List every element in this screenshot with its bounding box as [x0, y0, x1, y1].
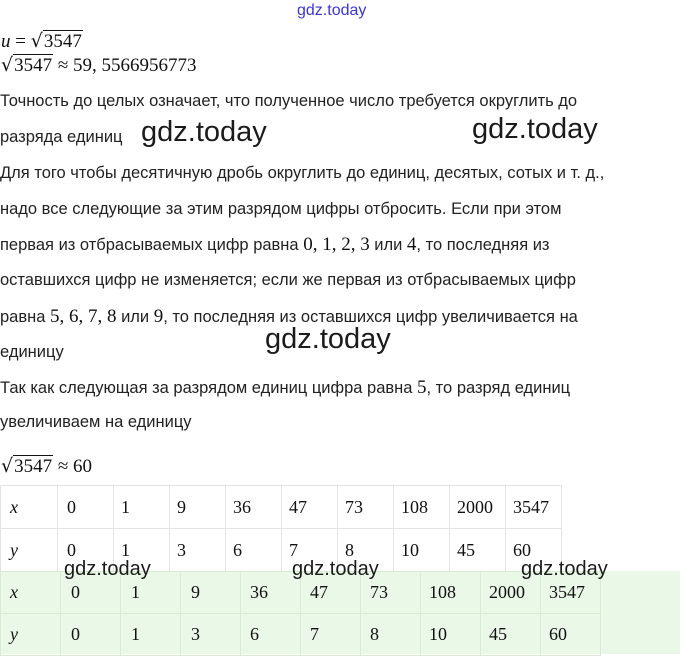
paragraph-2-line-3	[0, 234, 550, 256]
watermark: gdz.today	[472, 113, 598, 145]
watermark: gdz.today	[141, 116, 267, 148]
math-digit: 4	[406, 234, 417, 255]
approx-value: 59, 5566956773	[73, 55, 197, 76]
watermark: gdz.today	[64, 558, 151, 580]
text: или	[369, 236, 407, 254]
table-cell: 1	[114, 486, 170, 529]
text: равна	[0, 308, 50, 326]
values-table-highlighted	[0, 571, 601, 656]
table-cell: 1	[114, 529, 170, 572]
sqrt-expression: √3547	[1, 455, 53, 477]
table-row-x	[1, 486, 562, 529]
math-digit: 5	[417, 377, 427, 398]
row-label-y: y	[1, 529, 58, 572]
table-cell: 10	[394, 529, 450, 572]
table-cell: 60	[506, 529, 562, 572]
table-cell: 7	[282, 529, 338, 572]
text: первая из отбрасываемых цифр равна	[0, 236, 304, 254]
row-label-x: x	[1, 572, 61, 614]
table-cell: 73	[338, 486, 394, 529]
table-cell: 9	[181, 572, 241, 614]
watermark: gdz.today	[292, 558, 379, 580]
table-cell: 3	[181, 614, 241, 656]
approx-sign: ≈	[57, 456, 69, 477]
math-digits: 5, 6, 7, 8	[50, 306, 117, 327]
table-cell: 73	[361, 572, 421, 614]
paragraph-3-line-1	[0, 377, 570, 399]
equation-approx-decimal	[1, 54, 197, 77]
table-cell: 1	[121, 614, 181, 656]
table-cell: 0	[61, 614, 121, 656]
table-cell: 10	[421, 614, 481, 656]
paragraph-1-line-2: разряда единиц	[0, 128, 123, 146]
math-digit: 9	[153, 306, 164, 327]
equals-sign: =	[15, 31, 26, 52]
table-cell: 0	[58, 486, 114, 529]
text: , то последняя из оставшихся цифр увеличивается на	[163, 308, 578, 326]
table-cell: 108	[394, 486, 450, 529]
table-cell: 3547	[506, 486, 562, 529]
watermark: gdz.today	[265, 323, 391, 355]
table-cell: 7	[301, 614, 361, 656]
table-cell: 45	[450, 529, 506, 572]
table-cell: 36	[226, 486, 282, 529]
row-label-x: x	[1, 486, 58, 529]
text: , то разряд единиц	[426, 379, 571, 397]
table-cell: 6	[226, 529, 282, 572]
text: , то последняя из	[416, 236, 550, 254]
table-cell: 45	[481, 614, 541, 656]
equation-approx-result	[1, 455, 92, 478]
table-cell: 36	[241, 572, 301, 614]
paragraph-3-line-2: увеличиваем на единицу	[0, 413, 192, 431]
table-cell: 1	[121, 572, 181, 614]
paragraph-2-line-4: оставшихся цифр не изменяется; если же первая из отбрасываемых цифр	[0, 271, 576, 289]
text: Так как следующая за разрядом единиц цифра равна	[0, 379, 418, 397]
paragraph-1-line-1: Точность до целых означает, что полученное число требуется округлить до	[0, 92, 578, 110]
radicand: 3547	[43, 31, 82, 52]
table-cell: 8	[361, 614, 421, 656]
paragraph-2-line-6: единицу	[0, 343, 64, 361]
table-cell: 2000	[450, 486, 506, 529]
paragraph-2-line-1: Для того чтобы десятичную дробь округлить до единиц, десятых, сотых и т. д.,	[0, 164, 605, 182]
table-cell: 47	[301, 572, 361, 614]
table-cell: 0	[61, 572, 121, 614]
radicand: 3547	[14, 55, 53, 76]
table-row-y	[1, 614, 601, 656]
table-cell: 108	[421, 572, 481, 614]
watermark: gdz.today	[521, 558, 608, 580]
math-digits: 0, 1, 2, 3	[303, 234, 370, 255]
approx-value: 60	[73, 456, 93, 477]
table-cell: 6	[241, 614, 301, 656]
table-cell: 9	[170, 486, 226, 529]
sqrt-expression: √3547	[1, 54, 53, 76]
text: или	[116, 308, 154, 326]
variable-u: u	[1, 31, 11, 52]
radicand: 3547	[14, 456, 53, 477]
table-cell: 0	[58, 529, 114, 572]
watermark-top: gdz.today	[297, 2, 367, 19]
approx-sign: ≈	[57, 55, 69, 76]
table-cell: 47	[282, 486, 338, 529]
paragraph-2-line-2: надо все следующие за этим разрядом цифры отбросить. Если при этом	[0, 200, 562, 218]
table-cell: 8	[338, 529, 394, 572]
table-cell: 2000	[481, 572, 541, 614]
table-cell: 60	[541, 614, 601, 656]
sqrt-expression: √3547	[30, 30, 82, 52]
row-label-y: y	[1, 614, 61, 656]
table-cell: 3547	[541, 572, 601, 614]
table-cell: 3	[170, 529, 226, 572]
equation-u	[1, 30, 83, 53]
